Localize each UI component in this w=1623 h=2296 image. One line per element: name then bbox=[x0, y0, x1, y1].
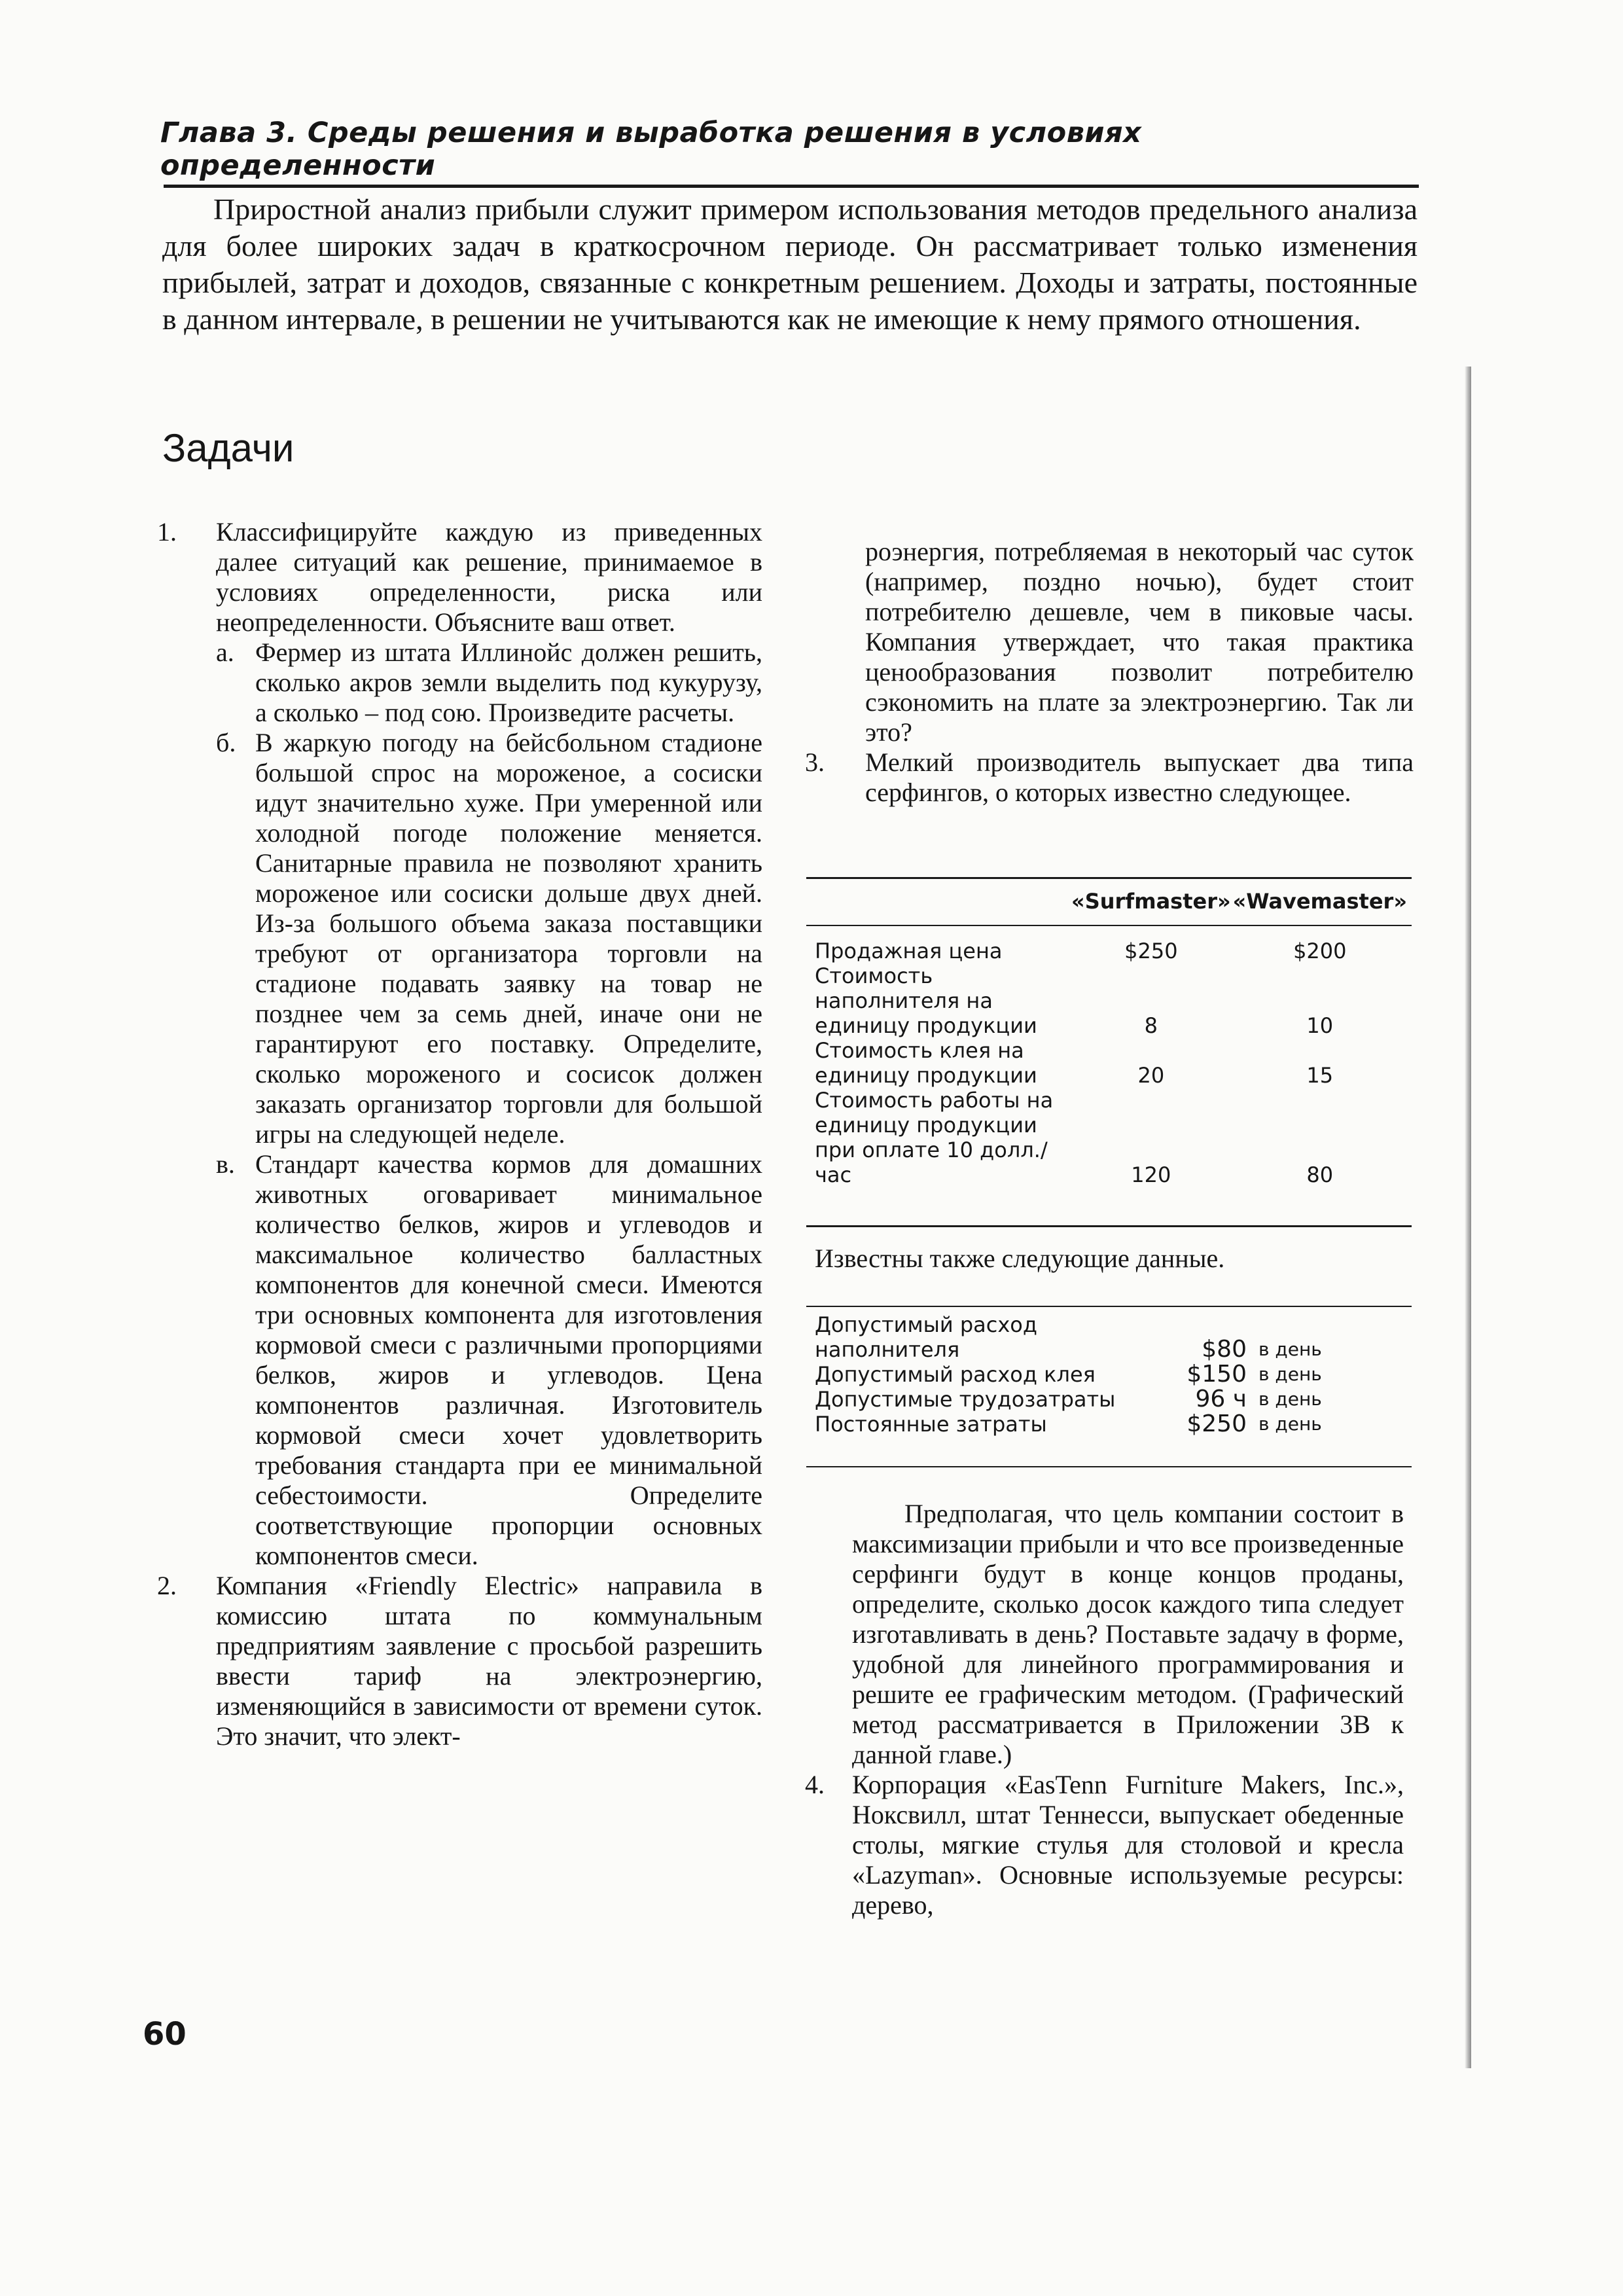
problem-4 bbox=[805, 1770, 1404, 1920]
problem-1c bbox=[216, 1149, 762, 1571]
column-header: «Surfmaster» bbox=[1071, 889, 1231, 914]
cell-value: $150 bbox=[1186, 1361, 1247, 1388]
cell-value: $80 bbox=[1202, 1336, 1247, 1363]
section-title: Задачи bbox=[162, 426, 294, 470]
cell-value: 96 ч bbox=[1195, 1386, 1247, 1412]
cell-value: 8 bbox=[1144, 1013, 1158, 1038]
item-text: В жаркую погоду на бейсбольном стадионе большой спрос на мороженое, а сосиски идут значительно хуже. При умеренной или холодной погоде положение меняется. Санитарные правила не позволяют хранить мороженое или сосиски дольше двух дней. Из-за большого объема заказа поставщики требуют от организатора торговли на стадионе подавать заявку на товар не позднее чем за семь дней, иначе они не гарантируют его поставку. Определите, сколько мороженого и сосисок должен заказать организатор торговли для большой игры на следующей неделе. bbox=[255, 728, 762, 1149]
table2-bottom-rule bbox=[806, 1466, 1412, 1467]
cell-value: $250 bbox=[1186, 1410, 1247, 1437]
row-label: Продажная цена bbox=[815, 939, 1003, 963]
row-label: Стоимость клея на единицу продукции bbox=[815, 1038, 1037, 1088]
item-text: Стандарт качества кормов для домашних животных оговаривает минимальное количество белков, жиров и углеводов и максимальное количество балластных компонентов для конечной смеси. Имеются три основных компонента для изготовления кормовой смеси с различными пропорциями белков, жиров и углеводов. Цена компонентов различная. Изготовитель кормовой смеси хочет удовлетворить требования стандарта при ее минимальной себестоимости. Определите соответствующие пропорции основных компонентов смеси. bbox=[255, 1149, 762, 1570]
cell-value: 10 bbox=[1306, 1013, 1334, 1038]
table-row bbox=[815, 1387, 1338, 1412]
problem-number: 2. bbox=[157, 1571, 177, 1600]
problem-text: Компания «Friendly Electric» направила в комиссию штата по коммунальным предприятиям заявление с просьбой разрешить ввести тариф на электроэнергию, изменяющийся в зависимости от времени суток. Это значит, что элект- bbox=[216, 1571, 762, 1751]
cell-value: $200 bbox=[1293, 939, 1347, 963]
intro-paragraph: Приростной анализ прибыли служит примером использования методов предельного анализа для более широких задач в краткосрочном периоде. Он рассматривает только изменения прибылей, затрат и доходов, связанные с конкретным решением. Доходы и затраты, постоянные в данном интервале, в решении не учитываются как не имеющие к нему прямого отношения. bbox=[162, 192, 1418, 336]
table2-top-rule bbox=[806, 1306, 1412, 1307]
problem-text: Мелкий производитель выпускает два типа серфингов, о которых известно следующее. bbox=[865, 747, 1414, 807]
problem-2-continued: роэнергия, потребляемая в некоторый час суток (например, поздно ночью), будет стоит потребителю дешевле, чем в пиковые часы. Компания утверждает, что такая практика ценообразования позволит потребителю сэкономить на плате за электроэнергию. Так ли это? bbox=[865, 537, 1414, 747]
header-rule bbox=[164, 185, 1419, 188]
limits-table bbox=[815, 1312, 1407, 1437]
surfboard-table bbox=[815, 889, 1407, 1187]
page-number: 60 bbox=[143, 2016, 187, 2053]
table-row bbox=[815, 1038, 1407, 1088]
problem-2 bbox=[157, 1571, 762, 1751]
row-label: Постоянные затраты bbox=[815, 1412, 1047, 1437]
item-text: Фермер из штата Иллинойс должен решить, сколько акров земли выделить под кукурузу, а сколько – под сою. Произведите расчеты. bbox=[255, 637, 762, 727]
item-letter: а. bbox=[216, 637, 234, 667]
page-edge-shadow bbox=[1465, 367, 1471, 2068]
row-label: Стоимость наполнителя на единицу продукции bbox=[815, 963, 1037, 1038]
running-header: Глава 3. Среды решения и выработка решения в условиях определенности bbox=[160, 117, 1142, 182]
row-label: Допустимый расход наполнителя bbox=[815, 1312, 1037, 1362]
cell-value: $250 bbox=[1124, 939, 1178, 963]
row-label: Допустимые трудозатраты bbox=[815, 1387, 1116, 1412]
problem-1 bbox=[157, 517, 762, 637]
column-header: «Wavemaster» bbox=[1232, 889, 1407, 914]
cell-value: 20 bbox=[1137, 1063, 1165, 1088]
cell-value: 80 bbox=[1306, 1162, 1334, 1187]
cell-unit: в день bbox=[1258, 1363, 1322, 1385]
cell-value: 15 bbox=[1306, 1063, 1334, 1088]
table-top-rule bbox=[806, 877, 1412, 879]
row-label: Стоимость работы на единицу продукции при оплате 10 долл./час bbox=[815, 1088, 1054, 1187]
table-bottom-rule bbox=[806, 1225, 1412, 1227]
cell-unit: в день bbox=[1258, 1338, 1322, 1360]
right-column-bottom bbox=[805, 1499, 1404, 1920]
item-letter: б. bbox=[216, 728, 236, 757]
cell-unit: в день bbox=[1258, 1413, 1322, 1435]
problem-number: 3. bbox=[805, 747, 825, 777]
problem-text: Классифицируйте каждую из приведенных далее ситуаций как решение, принимаемое в условиях определенности, риска или неопределенности. Объясните ваш ответ. bbox=[216, 517, 762, 637]
table-row bbox=[815, 1312, 1338, 1362]
problem-number: 4. bbox=[805, 1770, 825, 1799]
problem-1b bbox=[216, 728, 762, 1149]
row-label: Допустимый расход клея bbox=[815, 1362, 1096, 1387]
left-column bbox=[157, 517, 762, 1751]
table-row bbox=[815, 939, 1407, 963]
table-row bbox=[815, 1412, 1338, 1437]
table-row bbox=[815, 963, 1407, 1038]
cell-unit: в день bbox=[1258, 1388, 1322, 1410]
table-row bbox=[815, 1362, 1338, 1387]
problem-text: Корпорация «EasTenn Furniture Makers, Inc.», Ноксвилл, штат Теннесси, выпускает обеденные столы, мягкие стулья для столовой и кресла «Lazyman». Основные используемые ресурсы: дерево, bbox=[852, 1770, 1404, 1920]
known-data-text: Известны также следующие данные. bbox=[815, 1244, 1225, 1273]
problem-3-continued: Предполагая, что цель компании состоит в максимизации прибыли и что все произведенные серфинги будут в конце концов проданы, определите, сколько досок каждого типа следует изготавливать в день? Поставьте задачу в форме, удобной для линейного программирования и решите ее графическим методом. (Графический метод рассматривается в Приложении 3В к данной главе.) bbox=[852, 1499, 1404, 1769]
item-letter: в. bbox=[216, 1149, 235, 1179]
table-header-row bbox=[815, 889, 1407, 922]
right-column-top bbox=[805, 537, 1414, 808]
cell-value: 120 bbox=[1131, 1162, 1171, 1187]
problem-1a bbox=[216, 637, 762, 728]
problem-3 bbox=[805, 747, 1414, 808]
table-row bbox=[815, 1088, 1407, 1187]
problem-number: 1. bbox=[157, 517, 177, 547]
